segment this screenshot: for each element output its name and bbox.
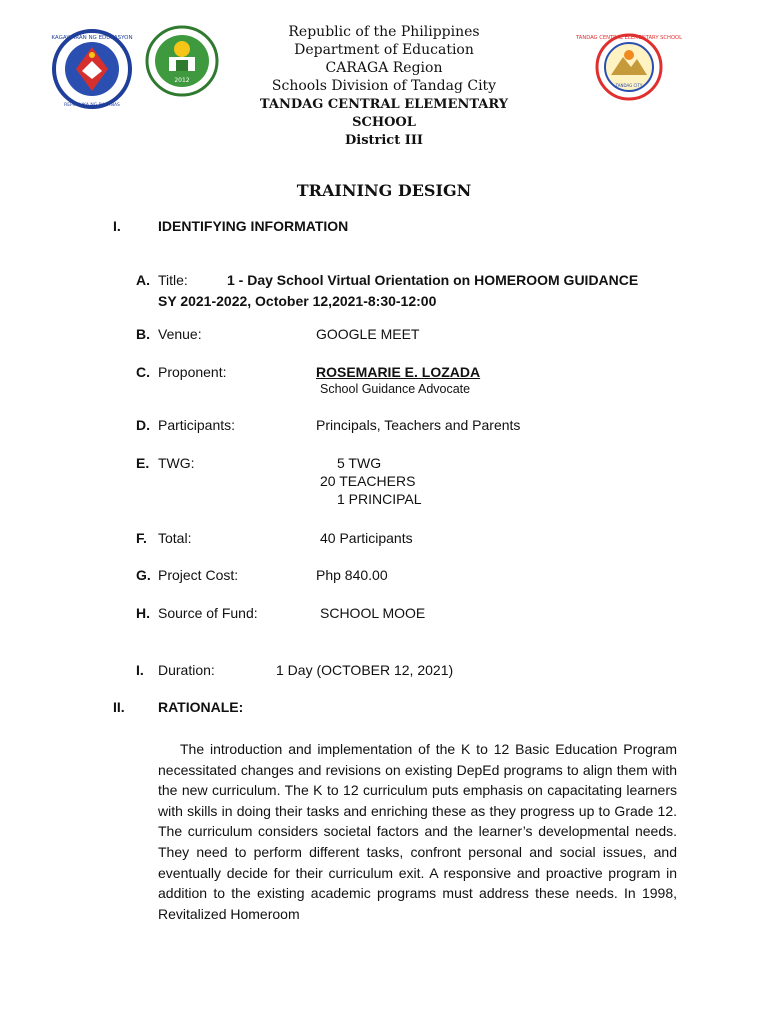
item-g-value: Php 840.00 bbox=[316, 567, 388, 583]
header-school-name: TANDAG CENTRAL ELEMENTARY bbox=[259, 97, 509, 112]
item-h-value: SCHOOL MOOE bbox=[320, 605, 426, 621]
header-district: District III bbox=[344, 133, 423, 148]
item-e-letter: E. bbox=[136, 455, 150, 471]
rationale-paragraph: The introduction and implementation of the K to 12 Basic Education Program necessitated changes and revisions on existing DepEd programs to align them with the new curriculum. The K to 12 curriculum puts emphasis on capacitating learners with skills in doing their tasks and enriching these as they progress up to Grade 12. The curriculum considers societal factors and the learner’s developmental needs. They need to perform different tasks, confront personal and social issues, and eventually decide for their curriculum exit. A responsive and proactive program in addition to the existing academic programs must address these needs. In 1998, Revitalized Homeroom bbox=[158, 741, 677, 922]
item-b-value: GOOGLE MEET bbox=[316, 326, 420, 342]
item-c-subtitle: School Guidance Advocate bbox=[320, 382, 471, 396]
item-f-value: 40 Participants bbox=[320, 530, 413, 546]
header-school-name-2: SCHOOL bbox=[352, 115, 416, 130]
school-seal-ring-text: TANDAG CENTRAL ELEMENTARY SCHOOL bbox=[575, 35, 683, 41]
item-a-value-line1: 1 - Day School Virtual Orientation on HOMEROOM GUIDANCE bbox=[227, 272, 639, 288]
section-2-number: II. bbox=[113, 699, 125, 715]
item-a-value-line2: SY 2021-2022, October 12,2021-8:30-12:00 bbox=[158, 293, 437, 309]
item-d-value: Principals, Teachers and Parents bbox=[316, 417, 521, 433]
header-division: Schools Division of Tandag City bbox=[271, 78, 497, 94]
item-i-letter: I. bbox=[136, 662, 144, 678]
item-f-label: Total: bbox=[158, 530, 192, 546]
item-e-value-3: 1 PRINCIPAL bbox=[337, 491, 422, 507]
item-c-value: ROSEMARIE E. LOZADA bbox=[316, 364, 481, 380]
item-h-label: Source of Fund: bbox=[158, 605, 258, 621]
deped-seal-logo bbox=[50, 27, 134, 111]
item-e-label: TWG: bbox=[158, 455, 195, 471]
header-republic: Republic of the Philippines bbox=[288, 24, 480, 40]
header-department: Department of Education bbox=[294, 42, 474, 58]
section-1-number: I. bbox=[113, 218, 121, 234]
deped-ring-text: KAGAWARAN NG EDUKASYON bbox=[51, 35, 133, 41]
item-d-letter: D. bbox=[136, 417, 150, 433]
item-b-label: Venue: bbox=[158, 326, 202, 342]
item-h-letter: H. bbox=[136, 605, 150, 621]
division-seal-logo bbox=[143, 25, 221, 97]
section-1-heading: IDENTIFYING INFORMATION bbox=[158, 218, 349, 234]
school-seal-logo bbox=[575, 25, 683, 109]
deped-bottom-text: REPUBLIKA NG PILIPINAS bbox=[64, 103, 120, 108]
item-d-label: Participants: bbox=[158, 417, 236, 433]
document-title: TRAINING DESIGN bbox=[296, 181, 472, 200]
item-f-letter: F. bbox=[136, 530, 147, 546]
item-e-value-1: 5 TWG bbox=[337, 455, 382, 471]
section-2-heading: RATIONALE: bbox=[158, 699, 244, 715]
item-i-value: 1 Day (OCTOBER 12, 2021) bbox=[276, 662, 454, 678]
school-seal-bottom-text: TANDAG CITY bbox=[615, 83, 643, 88]
header-region: CARAGA Region bbox=[325, 60, 443, 76]
division-seal-year: 2012 bbox=[174, 77, 190, 84]
item-i-label: Duration: bbox=[158, 662, 215, 678]
item-g-label: Project Cost: bbox=[158, 567, 239, 583]
item-c-letter: C. bbox=[136, 364, 150, 380]
item-g-letter: G. bbox=[136, 567, 151, 583]
item-e-value-2: 20 TEACHERS bbox=[320, 473, 416, 489]
item-a-label: Title: bbox=[158, 272, 188, 288]
item-c-label: Proponent: bbox=[158, 364, 227, 380]
item-b-letter: B. bbox=[136, 326, 150, 342]
item-a-letter: A. bbox=[136, 272, 150, 288]
